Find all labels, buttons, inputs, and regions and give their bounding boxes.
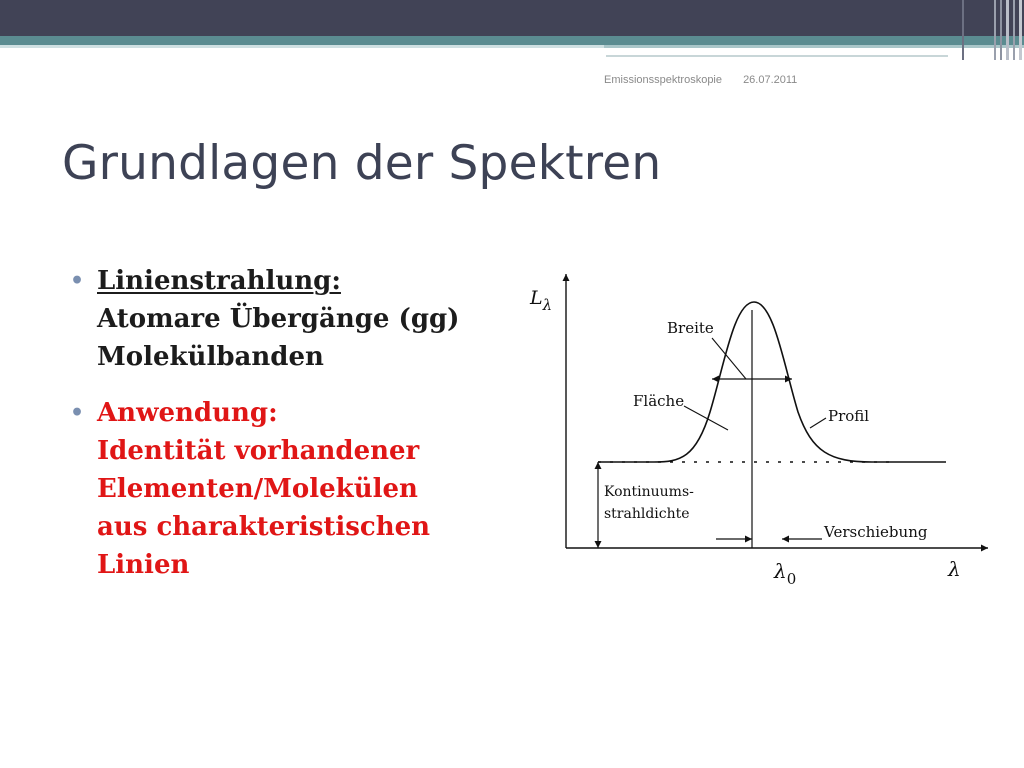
label-kontinuum-1: Kontinuums- [604, 484, 694, 500]
bullet-line: Linien [97, 550, 190, 580]
center-subscript: 0 [786, 570, 797, 588]
bullet-list [70, 262, 540, 584]
line-profile-curve [598, 302, 946, 462]
label-verschiebung: Verschiebung [824, 523, 928, 541]
area-leader [684, 406, 728, 430]
bullet-marker-icon: • [70, 268, 85, 294]
label-breite: Breite [667, 319, 714, 337]
label-flaeche: Fläche [633, 392, 685, 410]
spectral-line-diagram [520, 262, 1000, 592]
y-axis-symbol: L [530, 287, 543, 309]
bullet-line: Elementen/Molekülen [97, 474, 418, 504]
bullet-heading: Anwendung: [97, 398, 278, 428]
label-kontinuum-2: strahldichte [604, 506, 690, 522]
slide-title: Grundlagen der Spektren [62, 136, 662, 191]
bullet-line: aus charakteristischen [97, 512, 431, 542]
label-profil: Profil [828, 407, 870, 425]
slide-footer [604, 74, 797, 86]
bullet-line: Identität vorhandener [97, 436, 420, 466]
y-axis-subscript: λ [542, 296, 553, 314]
bullet-heading: Linienstrahlung: [97, 266, 341, 296]
center-symbol: λ [774, 559, 787, 583]
slide-date: 26.07.2011 [743, 74, 798, 86]
profile-leader [810, 418, 826, 428]
y-axis-label [529, 287, 552, 314]
bullet-marker-icon: • [70, 400, 85, 426]
presentation-name: Emissionsspektroskopie [604, 74, 722, 86]
center-wavelength-label [773, 559, 796, 588]
header-bar [0, 0, 1024, 60]
bullet-anwendung [70, 394, 540, 584]
bullet-line: Atomare Übergänge (gg) [97, 304, 460, 334]
bullet-line: Molekülbanden [97, 342, 324, 372]
x-axis-label: λ [948, 557, 961, 581]
bullet-linienstrahlung [70, 262, 540, 376]
